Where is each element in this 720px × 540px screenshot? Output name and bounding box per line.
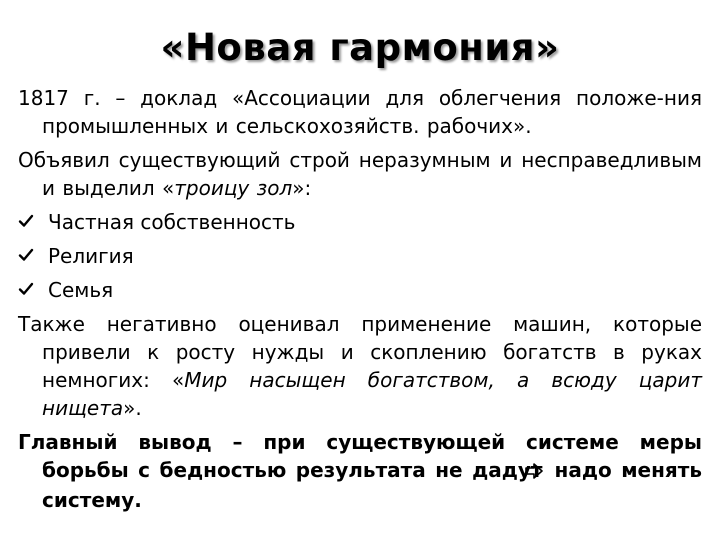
paragraph-evils-italic: троицу зол [174,176,293,200]
paragraph-machines-italic: Мир насыщен богатством, а всюду царит нищета [42,368,702,420]
bullet-item [18,276,702,306]
slide-content [18,84,702,520]
paragraph-machines-prefix: Также негативно оценивал применение машин, которые привели к росту нужды и скоплению богатств в руках немногих: « [18,312,702,392]
slide-title: «Новая гармония» [160,26,560,69]
paragraph-evils-suffix: »: [292,176,312,200]
bullet-item [18,208,702,238]
bullet-label: Религия [48,244,134,268]
paragraph-conclusion [18,428,702,514]
paragraph-machines-suffix: ». [123,396,142,420]
check-icon [18,244,48,272]
bullet-label: Семья [48,278,114,302]
paragraph-machines [18,310,702,422]
bullet-label: Частная собственность [48,210,296,234]
check-icon [18,210,48,238]
paragraph-evils-prefix: Объявил существующий строй неразумным и несправедливым и выделил « [18,148,702,200]
check-icon [18,278,48,306]
conclusion-suffix: надо менять систему. [42,458,702,512]
conclusion-prefix: Главный вывод – при существующей системе меры борьбы с бедностью результата не дадут [18,430,702,482]
paragraph-evils [18,146,702,202]
bullet-item [18,242,702,272]
paragraph-report: 1817 г. – доклад «Ассоциации для облегчения положе-ния промышленных и сельскохозяйств. рабочих». [18,86,702,138]
